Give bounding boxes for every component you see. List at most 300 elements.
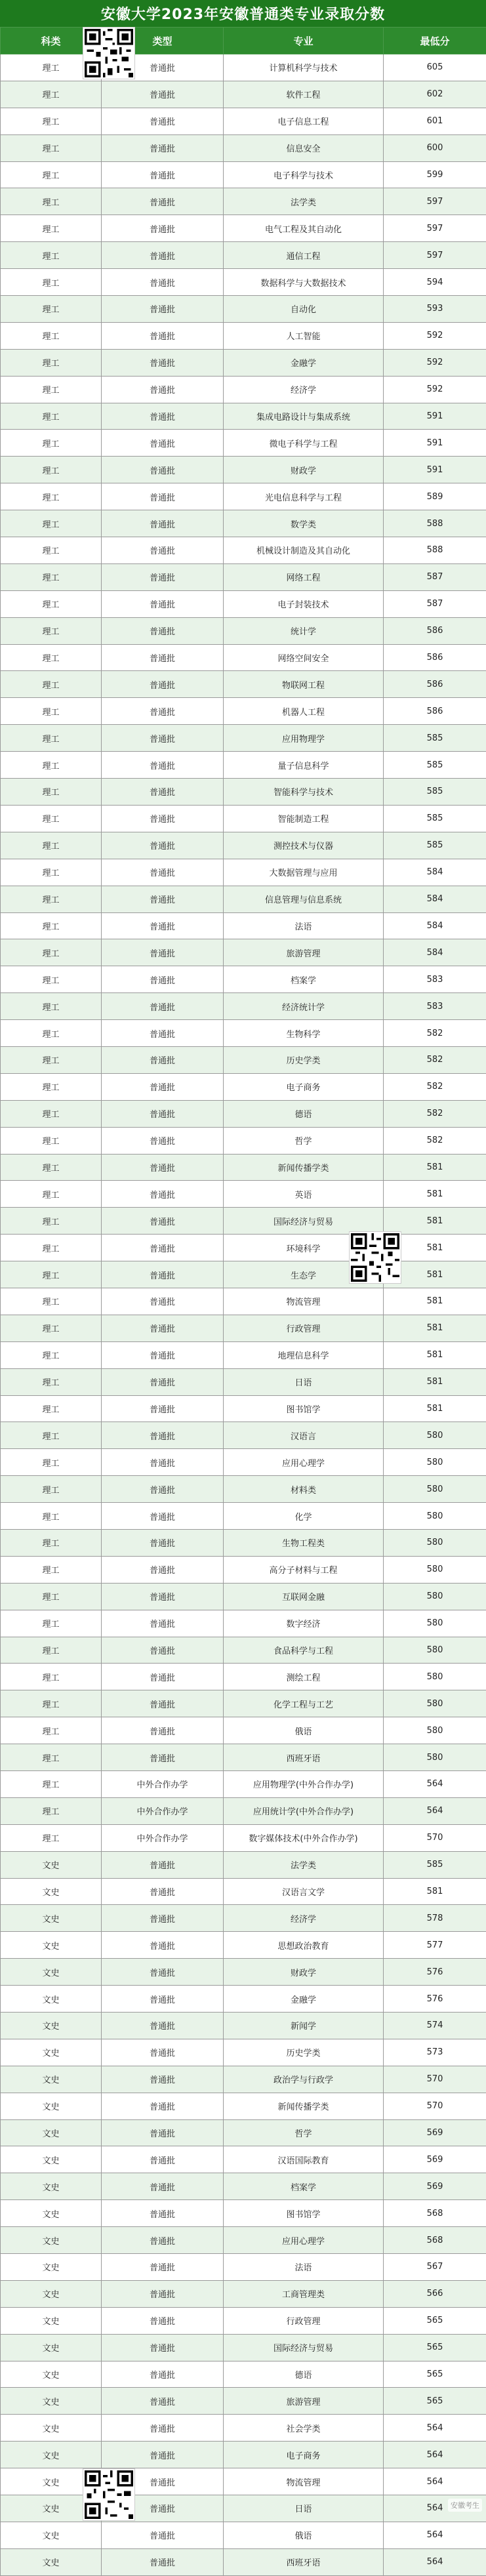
- min-score-cell: 582: [384, 1020, 486, 1047]
- major-cell: 测控技术与仪器: [224, 832, 384, 859]
- category-cell: 理工: [1, 1610, 102, 1637]
- table-row: [1, 725, 486, 752]
- major-cell: 哲学: [224, 1127, 384, 1154]
- type-cell: 普通批: [102, 1932, 224, 1959]
- major-cell: 行政管理: [224, 2307, 384, 2334]
- category-cell: 理工: [1, 430, 102, 457]
- min-score-cell: 584: [384, 859, 486, 886]
- min-score-cell: 578: [384, 1905, 486, 1932]
- type-cell: 普通批: [102, 1664, 224, 1690]
- type-cell: 普通批: [102, 2093, 224, 2119]
- min-score-cell: 580: [384, 1476, 486, 1503]
- type-cell: 普通批: [102, 2307, 224, 2334]
- major-cell: 西班牙语: [224, 2548, 384, 2575]
- category-cell: 理工: [1, 1368, 102, 1395]
- table-row: [1, 617, 486, 644]
- table-row: [1, 1181, 486, 1208]
- min-score-cell: 564: [384, 2495, 486, 2522]
- min-score-cell: 581: [384, 1341, 486, 1368]
- type-cell: 普通批: [102, 725, 224, 752]
- type-cell: 普通批: [102, 1046, 224, 1073]
- category-cell: 理工: [1, 1315, 102, 1341]
- table-row: [1, 1583, 486, 1610]
- qr-code-icon: [351, 1233, 399, 1282]
- table-row: [1, 2442, 486, 2468]
- category-cell: 文史: [1, 2468, 102, 2495]
- type-cell: 普通批: [102, 2388, 224, 2415]
- table-row: [1, 2307, 486, 2334]
- category-cell: 理工: [1, 912, 102, 939]
- major-cell: 集成电路设计与集成系统: [224, 403, 384, 430]
- type-cell: 普通批: [102, 1127, 224, 1154]
- min-score-cell: 570: [384, 2093, 486, 2119]
- min-score-cell: 580: [384, 1449, 486, 1476]
- table-row: [1, 805, 486, 832]
- category-cell: 理工: [1, 1824, 102, 1851]
- major-cell: 俄语: [224, 2522, 384, 2548]
- category-cell: 理工: [1, 644, 102, 671]
- min-score-cell: 592: [384, 349, 486, 376]
- table-row: [1, 2468, 486, 2495]
- min-score-cell: 591: [384, 457, 486, 483]
- table-row: [1, 2013, 486, 2039]
- type-cell: 普通批: [102, 2254, 224, 2281]
- major-cell: 法语: [224, 912, 384, 939]
- type-cell: 普通批: [102, 1261, 224, 1288]
- category-cell: 文史: [1, 2039, 102, 2066]
- major-cell: 信息安全: [224, 134, 384, 161]
- min-score-cell: 582: [384, 1127, 486, 1154]
- major-cell: 电气工程及其自动化: [224, 215, 384, 242]
- type-cell: 普通批: [102, 1503, 224, 1530]
- type-cell: 普通批: [102, 108, 224, 134]
- category-cell: 文史: [1, 1959, 102, 1986]
- category-cell: 理工: [1, 269, 102, 296]
- min-score-cell: 576: [384, 1959, 486, 1986]
- min-score-cell: 586: [384, 644, 486, 671]
- category-cell: 理工: [1, 698, 102, 725]
- table-row: [1, 2415, 486, 2442]
- major-cell: 历史学类: [224, 1046, 384, 1073]
- type-cell: 普通批: [102, 1610, 224, 1637]
- category-cell: 文史: [1, 1878, 102, 1905]
- major-cell: 西班牙语: [224, 1744, 384, 1771]
- column-header-type: 类型: [102, 28, 224, 54]
- table-header-row: [1, 28, 486, 54]
- category-cell: 文史: [1, 2066, 102, 2093]
- major-cell: 通信工程: [224, 242, 384, 269]
- major-cell: 电子封装技术: [224, 590, 384, 617]
- category-cell: 理工: [1, 1154, 102, 1181]
- type-cell: 普通批: [102, 805, 224, 832]
- major-cell: 数字经济: [224, 1610, 384, 1637]
- category-cell: 文史: [1, 2013, 102, 2039]
- min-score-cell: 601: [384, 108, 486, 134]
- category-cell: 文史: [1, 2093, 102, 2119]
- table-row: [1, 296, 486, 323]
- major-cell: 统计学: [224, 617, 384, 644]
- table-row: [1, 1986, 486, 2013]
- min-score-cell: 580: [384, 1690, 486, 1717]
- table-row: [1, 1449, 486, 1476]
- category-cell: 理工: [1, 1422, 102, 1449]
- major-cell: 德语: [224, 1100, 384, 1127]
- major-cell: 应用统计学(中外合作办学): [224, 1797, 384, 1824]
- type-cell: 普通批: [102, 590, 224, 617]
- category-cell: 理工: [1, 886, 102, 912]
- table-row: [1, 322, 486, 349]
- table-row: [1, 1959, 486, 1986]
- table-row: [1, 1100, 486, 1127]
- major-cell: 材料类: [224, 1476, 384, 1503]
- major-cell: 物流管理: [224, 1288, 384, 1315]
- min-score-cell: 585: [384, 1851, 486, 1878]
- min-score-cell: 588: [384, 537, 486, 564]
- min-score-cell: 564: [384, 2442, 486, 2468]
- category-cell: 理工: [1, 134, 102, 161]
- table-row: [1, 2495, 486, 2522]
- min-score-cell: 599: [384, 161, 486, 188]
- category-cell: 理工: [1, 1235, 102, 1261]
- type-cell: 普通批: [102, 483, 224, 510]
- major-cell: 新闻传播学类: [224, 2093, 384, 2119]
- major-cell: 经济学: [224, 376, 384, 403]
- min-score-cell: 576: [384, 1986, 486, 2013]
- table-row: [1, 376, 486, 403]
- min-score-cell: 586: [384, 698, 486, 725]
- table-row: [1, 1395, 486, 1422]
- min-score-cell: 583: [384, 993, 486, 1020]
- category-cell: 理工: [1, 805, 102, 832]
- major-cell: 应用物理学(中外合作办学): [224, 1771, 384, 1798]
- major-cell: 智能制造工程: [224, 805, 384, 832]
- major-cell: 金融学: [224, 1986, 384, 2013]
- category-cell: 理工: [1, 510, 102, 537]
- table-row: [1, 1046, 486, 1073]
- major-cell: 旅游管理: [224, 939, 384, 966]
- type-cell: 中外合作办学: [102, 1797, 224, 1824]
- table-row: [1, 1020, 486, 1047]
- category-cell: 文史: [1, 1851, 102, 1878]
- table-row: [1, 2388, 486, 2415]
- column-header-major: 专业: [224, 28, 384, 54]
- category-cell: 文史: [1, 2495, 102, 2522]
- table-row: [1, 2254, 486, 2281]
- major-cell: 经济统计学: [224, 993, 384, 1020]
- major-cell: 政治学与行政学: [224, 2066, 384, 2093]
- min-score-cell: 586: [384, 671, 486, 698]
- table-row: [1, 2334, 486, 2361]
- type-cell: 普通批: [102, 1235, 224, 1261]
- table-row: [1, 2173, 486, 2200]
- type-cell: 普通批: [102, 54, 224, 81]
- table-row: [1, 537, 486, 564]
- table-row: [1, 698, 486, 725]
- table-row: [1, 349, 486, 376]
- category-cell: 理工: [1, 590, 102, 617]
- type-cell: 普通批: [102, 296, 224, 323]
- major-cell: 行政管理: [224, 1315, 384, 1341]
- category-cell: 文史: [1, 2307, 102, 2334]
- watermark-label: 安徽考生: [448, 2499, 482, 2512]
- category-cell: 理工: [1, 617, 102, 644]
- min-score-cell: 574: [384, 2013, 486, 2039]
- category-cell: 文史: [1, 2173, 102, 2200]
- min-score-cell: 585: [384, 725, 486, 752]
- type-cell: 普通批: [102, 1020, 224, 1047]
- major-cell: 汉语言: [224, 1422, 384, 1449]
- category-cell: 理工: [1, 537, 102, 564]
- table-row: [1, 671, 486, 698]
- major-cell: 日语: [224, 1368, 384, 1395]
- category-cell: 理工: [1, 1690, 102, 1717]
- min-score-cell: 580: [384, 1529, 486, 1556]
- table-row: [1, 1932, 486, 1959]
- table-row: [1, 993, 486, 1020]
- min-score-cell: 583: [384, 966, 486, 993]
- category-cell: 理工: [1, 725, 102, 752]
- major-cell: 数字媒体技术(中外合作办学): [224, 1824, 384, 1851]
- type-cell: 普通批: [102, 1368, 224, 1395]
- table-row: [1, 215, 486, 242]
- type-cell: 普通批: [102, 886, 224, 912]
- category-cell: 文史: [1, 2280, 102, 2307]
- min-score-cell: 582: [384, 1046, 486, 1073]
- category-cell: 理工: [1, 966, 102, 993]
- min-score-cell: 567: [384, 2254, 486, 2281]
- min-score-cell: 585: [384, 805, 486, 832]
- table-row: [1, 1208, 486, 1235]
- category-cell: 理工: [1, 81, 102, 108]
- type-cell: 普通批: [102, 269, 224, 296]
- min-score-cell: 564: [384, 2415, 486, 2442]
- type-cell: 普通批: [102, 2013, 224, 2039]
- major-cell: 汉语国际教育: [224, 2146, 384, 2173]
- type-cell: 普通批: [102, 1986, 224, 2013]
- min-score-cell: 565: [384, 2334, 486, 2361]
- table-row: [1, 966, 486, 993]
- category-cell: 理工: [1, 1181, 102, 1208]
- table-row: [1, 2093, 486, 2119]
- major-cell: 财政学: [224, 1959, 384, 1986]
- min-score-cell: 564: [384, 2522, 486, 2548]
- type-cell: 普通批: [102, 1556, 224, 1583]
- type-cell: 普通批: [102, 215, 224, 242]
- min-score-cell: 605: [384, 54, 486, 81]
- category-cell: 理工: [1, 1476, 102, 1503]
- major-cell: 机械设计制造及其自动化: [224, 537, 384, 564]
- major-cell: 电子商务: [224, 1073, 384, 1100]
- min-score-cell: 581: [384, 1395, 486, 1422]
- admission-score-table: [0, 27, 486, 2576]
- type-cell: 普通批: [102, 671, 224, 698]
- category-cell: 理工: [1, 403, 102, 430]
- min-score-cell: 581: [384, 1288, 486, 1315]
- category-cell: 理工: [1, 1395, 102, 1422]
- min-score-cell: 565: [384, 2307, 486, 2334]
- category-cell: 理工: [1, 322, 102, 349]
- major-cell: 测绘工程: [224, 1664, 384, 1690]
- min-score-cell: 569: [384, 2173, 486, 2200]
- major-cell: 化学: [224, 1503, 384, 1530]
- min-score-cell: 585: [384, 832, 486, 859]
- major-cell: 自动化: [224, 296, 384, 323]
- category-cell: 文史: [1, 2548, 102, 2575]
- type-cell: 普通批: [102, 1583, 224, 1610]
- type-cell: 普通批: [102, 617, 224, 644]
- table-row: [1, 1341, 486, 1368]
- category-cell: 文史: [1, 1932, 102, 1959]
- table-row: [1, 1368, 486, 1395]
- category-cell: 理工: [1, 563, 102, 590]
- type-cell: 普通批: [102, 2280, 224, 2307]
- table-row: [1, 2200, 486, 2227]
- type-cell: 普通批: [102, 1449, 224, 1476]
- category-cell: 理工: [1, 1261, 102, 1288]
- min-score-cell: 564: [384, 2468, 486, 2495]
- category-cell: 理工: [1, 108, 102, 134]
- min-score-cell: 564: [384, 2548, 486, 2575]
- table-row: [1, 2522, 486, 2548]
- major-cell: 生态学: [224, 1261, 384, 1288]
- major-cell: 电子科学与技术: [224, 161, 384, 188]
- major-cell: 财政学: [224, 457, 384, 483]
- type-cell: 普通批: [102, 832, 224, 859]
- major-cell: 金融学: [224, 349, 384, 376]
- category-cell: 理工: [1, 1744, 102, 1771]
- table-row: [1, 1073, 486, 1100]
- min-score-cell: 592: [384, 376, 486, 403]
- min-score-cell: 564: [384, 1797, 486, 1824]
- type-cell: 普通批: [102, 1341, 224, 1368]
- type-cell: 普通批: [102, 1073, 224, 1100]
- category-cell: 理工: [1, 1046, 102, 1073]
- category-cell: 理工: [1, 1288, 102, 1315]
- table-row: [1, 1476, 486, 1503]
- major-cell: 人工智能: [224, 322, 384, 349]
- table-row: [1, 939, 486, 966]
- qr-code-bottom: [83, 2469, 134, 2520]
- table-row: [1, 2119, 486, 2146]
- type-cell: 普通批: [102, 966, 224, 993]
- major-cell: 化学工程与工艺: [224, 1690, 384, 1717]
- type-cell: 普通批: [102, 2468, 224, 2495]
- type-cell: 普通批: [102, 188, 224, 215]
- type-cell: 普通批: [102, 81, 224, 108]
- category-cell: 文史: [1, 2227, 102, 2254]
- type-cell: 普通批: [102, 2200, 224, 2227]
- column-header-category: 科类: [1, 28, 102, 54]
- min-score-cell: 587: [384, 590, 486, 617]
- major-cell: 智能科学与技术: [224, 779, 384, 806]
- category-cell: 理工: [1, 188, 102, 215]
- min-score-cell: 569: [384, 2119, 486, 2146]
- type-cell: 普通批: [102, 1878, 224, 1905]
- qr-code-icon: [85, 29, 133, 77]
- type-cell: 普通批: [102, 1905, 224, 1932]
- major-cell: 电子信息工程: [224, 108, 384, 134]
- type-cell: 普通批: [102, 1529, 224, 1556]
- table-row: [1, 779, 486, 806]
- type-cell: 普通批: [102, 2227, 224, 2254]
- major-cell: 光电信息科学与工程: [224, 483, 384, 510]
- type-cell: 普通批: [102, 510, 224, 537]
- major-cell: 互联网金融: [224, 1583, 384, 1610]
- min-score-cell: 580: [384, 1744, 486, 1771]
- category-cell: 文史: [1, 2254, 102, 2281]
- table-row: [1, 188, 486, 215]
- table-row: [1, 590, 486, 617]
- min-score-cell: 587: [384, 563, 486, 590]
- table-row: [1, 1127, 486, 1154]
- type-cell: 普通批: [102, 2173, 224, 2200]
- table-row: [1, 242, 486, 269]
- min-score-cell: 581: [384, 1235, 486, 1261]
- type-cell: 普通批: [102, 1181, 224, 1208]
- table-row: [1, 1503, 486, 1530]
- type-cell: 普通批: [102, 1100, 224, 1127]
- major-cell: 地理信息科学: [224, 1341, 384, 1368]
- table-row: [1, 1556, 486, 1583]
- major-cell: 德语: [224, 2361, 384, 2388]
- min-score-cell: 580: [384, 1664, 486, 1690]
- table-row: [1, 269, 486, 296]
- min-score-cell: 602: [384, 81, 486, 108]
- qr-code-top: [83, 28, 134, 79]
- min-score-cell: 581: [384, 1368, 486, 1395]
- min-score-cell: 581: [384, 1878, 486, 1905]
- category-cell: 理工: [1, 832, 102, 859]
- min-score-cell: 568: [384, 2200, 486, 2227]
- type-cell: 普通批: [102, 1744, 224, 1771]
- major-cell: 档案学: [224, 2173, 384, 2200]
- min-score-cell: 580: [384, 1637, 486, 1664]
- table-row: [1, 1261, 486, 1288]
- table-row: [1, 1878, 486, 1905]
- table-row: [1, 1824, 486, 1851]
- min-score-cell: 570: [384, 2066, 486, 2093]
- min-score-cell: 570: [384, 1824, 486, 1851]
- type-cell: 普通批: [102, 2548, 224, 2575]
- type-cell: 普通批: [102, 563, 224, 590]
- table-row: [1, 2146, 486, 2173]
- type-cell: 普通批: [102, 1395, 224, 1422]
- category-cell: 理工: [1, 1797, 102, 1824]
- min-score-cell: 588: [384, 510, 486, 537]
- type-cell: 中外合作办学: [102, 1824, 224, 1851]
- category-cell: 文史: [1, 2200, 102, 2227]
- min-score-cell: 593: [384, 296, 486, 323]
- type-cell: 普通批: [102, 376, 224, 403]
- major-cell: 网络工程: [224, 563, 384, 590]
- category-cell: 理工: [1, 1503, 102, 1530]
- category-cell: 理工: [1, 376, 102, 403]
- category-cell: 理工: [1, 1208, 102, 1235]
- table-row: [1, 1422, 486, 1449]
- min-score-cell: 597: [384, 188, 486, 215]
- major-cell: 档案学: [224, 966, 384, 993]
- type-cell: 普通批: [102, 322, 224, 349]
- major-cell: 生物工程类: [224, 1529, 384, 1556]
- table-row: [1, 912, 486, 939]
- table-row: [1, 161, 486, 188]
- table-row: [1, 1664, 486, 1690]
- type-cell: 普通批: [102, 242, 224, 269]
- major-cell: 旅游管理: [224, 2388, 384, 2415]
- type-cell: 中外合作办学: [102, 1771, 224, 1798]
- category-cell: 理工: [1, 349, 102, 376]
- type-cell: 普通批: [102, 1959, 224, 1986]
